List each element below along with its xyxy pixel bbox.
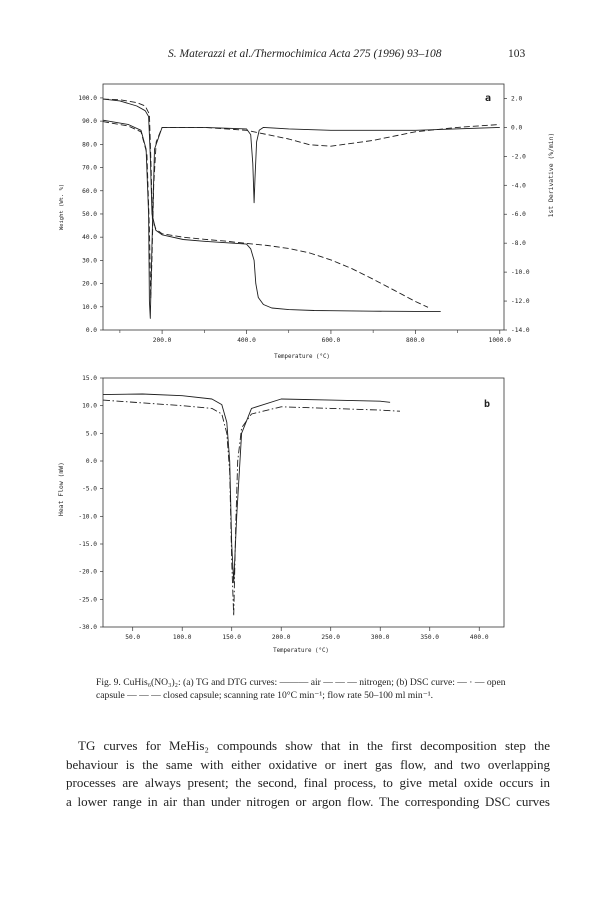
panel-a-y-right-label: 1st Derivative (%/min) bbox=[547, 132, 555, 218]
y-tick-label: 80.0 bbox=[82, 141, 97, 149]
body-line: processes are always present; the second, final process, to give metal oxide occurs in bbox=[66, 775, 550, 791]
caption-line: Fig. 9. CuHis₆(NO₃)₂: (a) TG and DTG curves: ——— air — — — nitrogen; (b) DSC curve: — · — open bbox=[96, 677, 506, 688]
page-number: 103 bbox=[508, 48, 526, 60]
x-tick-label: 50.0 bbox=[125, 634, 141, 641]
y-tick-label: 30.0 bbox=[82, 257, 97, 265]
y-tick-label: 100.0 bbox=[78, 94, 97, 102]
running-head bbox=[0, 48, 615, 64]
panel-a-label: a bbox=[485, 93, 492, 104]
y2-tick-label: -14.0 bbox=[511, 327, 530, 334]
y-tick-label: -30.0 bbox=[78, 624, 97, 631]
y2-tick-label: -8.0 bbox=[511, 240, 526, 248]
panel-b-x-label: Temperature (°C) bbox=[273, 648, 329, 654]
x-tick-label: 600.0 bbox=[321, 337, 341, 344]
y-tick-label: 0.0 bbox=[85, 458, 97, 465]
curve-nitrogen-DTG bbox=[103, 122, 500, 299]
y-tick-label: -5.0 bbox=[82, 485, 97, 493]
x-tick-label: 400.0 bbox=[237, 337, 256, 344]
panel-b-frame bbox=[103, 378, 504, 627]
x-tick-label: 200.0 bbox=[271, 634, 291, 641]
y-tick-label: -20.0 bbox=[78, 568, 97, 576]
curve-closed-capsule bbox=[103, 394, 390, 583]
y2-tick-label: -10.0 bbox=[511, 269, 530, 277]
panel-b-label: b bbox=[484, 399, 491, 410]
curve-open-capsule bbox=[103, 400, 400, 616]
x-tick-label: 1000.0 bbox=[488, 337, 511, 344]
y2-tick-label: 0.0 bbox=[511, 124, 523, 132]
y2-tick-label: -4.0 bbox=[511, 182, 526, 190]
x-tick-label: 100.0 bbox=[172, 634, 192, 641]
y-tick-label: -10.0 bbox=[78, 513, 97, 521]
panel-b bbox=[57, 375, 504, 654]
y-tick-label: -15.0 bbox=[78, 541, 97, 548]
panel-a-frame bbox=[103, 84, 504, 330]
y-tick-label: 20.0 bbox=[82, 280, 97, 288]
y-tick-label: 10.0 bbox=[82, 402, 97, 410]
y-tick-label: 10.0 bbox=[82, 303, 97, 311]
y-tick-label: 15.0 bbox=[82, 375, 97, 382]
y-tick-label: 70.0 bbox=[82, 164, 97, 172]
figure-9 bbox=[0, 70, 615, 660]
figure-caption bbox=[96, 676, 544, 702]
x-tick-label: 150.0 bbox=[222, 634, 242, 641]
x-tick-label: 250.0 bbox=[321, 634, 341, 641]
x-tick-label: 800.0 bbox=[406, 337, 425, 344]
body-paragraph bbox=[66, 737, 550, 811]
y-tick-label: 5.0 bbox=[85, 430, 97, 438]
body-line: TG curves for MeHis₂ compounds show that in the first decomposition step the bbox=[78, 738, 550, 753]
x-tick-label: 400.0 bbox=[469, 634, 489, 641]
y-tick-label: 50.0 bbox=[82, 210, 97, 218]
x-tick-label: 200.0 bbox=[152, 337, 172, 344]
panel-a bbox=[59, 84, 555, 360]
y2-tick-label: 2.0 bbox=[511, 95, 523, 103]
x-tick-label: 300.0 bbox=[370, 634, 390, 641]
panel-a-x-label: Temperature (°C) bbox=[274, 354, 330, 360]
y-tick-label: 0.0 bbox=[85, 327, 97, 334]
y2-tick-label: -2.0 bbox=[511, 153, 526, 161]
y-tick-label: 60.0 bbox=[82, 187, 97, 195]
y-tick-label: -25.0 bbox=[78, 596, 97, 604]
body-line: a lower range in air than under nitrogen or argon flow. The corresponding DSC curves bbox=[66, 793, 550, 809]
y2-tick-label: -12.0 bbox=[511, 298, 530, 306]
caption-line: capsule — — — closed capsule; scanning rate 10°C min⁻¹; flow rate 50–100 ml min⁻¹. bbox=[96, 690, 434, 701]
x-tick-label: 350.0 bbox=[420, 634, 440, 641]
y2-tick-label: -6.0 bbox=[511, 211, 526, 219]
y-tick-label: 90.0 bbox=[82, 118, 97, 126]
panel-b-y-label: Heat Flow (mW) bbox=[57, 462, 65, 516]
curve-air-DTG bbox=[103, 120, 500, 318]
panel-a-y-left-label: Weight (Wt. %) bbox=[59, 183, 65, 231]
y-tick-label: 40.0 bbox=[82, 234, 97, 242]
body-line: behaviour is the same with either oxidative or inert gas flow, and two overlapping bbox=[66, 756, 550, 772]
running-head-title: S. Materazzi et al./Thermochimica Acta 275 (1996) 93–108 bbox=[168, 48, 442, 60]
